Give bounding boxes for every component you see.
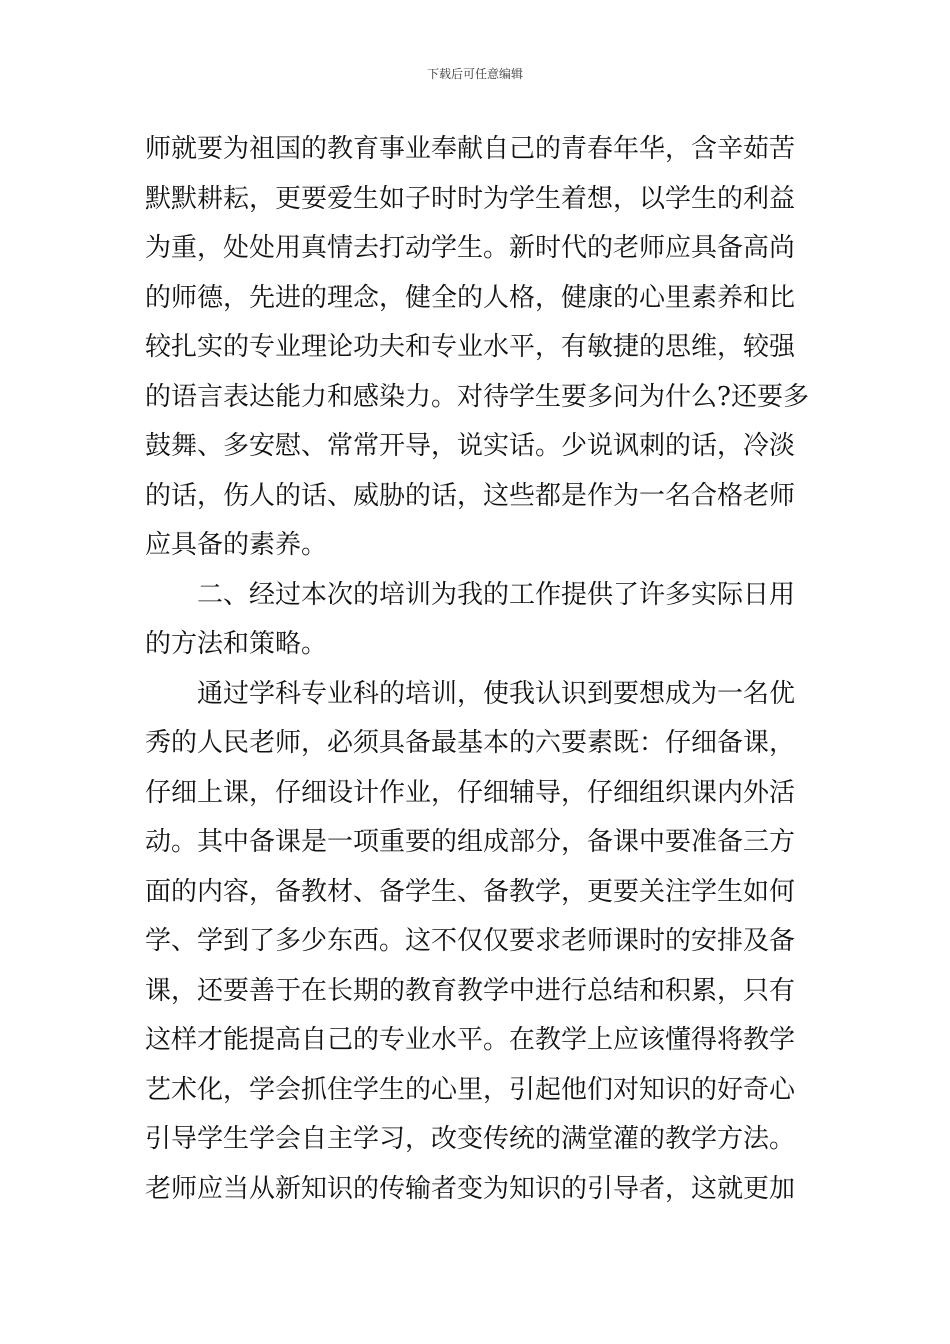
text-line: 艺术化，学会抓住学生的心里，引起他们对知识的好奇心 — [145, 1074, 796, 1105]
text-line: 默默耕耘，更要爱生如子时时为学生着想，以学生的利益 — [145, 183, 796, 214]
text-line: 的师德，先进的理念，健全的人格，健康的心里素养和比 — [145, 282, 796, 313]
section-heading-line: 二、经过本次的培训为我的工作提供了许多实际日用 — [197, 579, 796, 610]
page-header: 下载后可任意编辑 — [426, 67, 523, 81]
paragraph-start-line: 通过学科专业科的培训，使我认识到要想成为一名优 — [197, 678, 796, 709]
text-line: 面的内容，备教材、备学生、备教学，更要关注学生如何 — [145, 876, 796, 907]
text-line: 师就要为祖国的教育事业奉献自己的青春年华，含辛茹苦 — [145, 134, 796, 164]
text-line: 学、学到了多少东西。这不仅仅要求老师课时的安排及备 — [145, 926, 796, 956]
text-line: 较扎实的专业理论功夫和专业水平，有敏捷的思维，较强 — [145, 332, 796, 362]
text-line: 动。其中备课是一项重要的组成部分，备课中要准备三方 — [145, 827, 796, 857]
text-line: 仔细上课，仔细设计作业，仔细辅导，仔细组织课内外活 — [145, 777, 796, 808]
text-line: 鼓舞、多安慰、常常开导，说实话。少说讽刺的话，冷淡 — [145, 431, 796, 461]
text-line: 的语言表达能力和感染力。对待学生要多问为什么?还要多 — [145, 381, 809, 412]
text-line: 老师应当从新知识的传输者变为知识的引导者，这就更加 — [145, 1173, 796, 1204]
text-line: 应具备的素养。 — [145, 530, 328, 560]
text-line: 的方法和策略。 — [145, 629, 328, 659]
text-line: 为重，处处用真情去打动学生。新时代的老师应具备高尚 — [145, 233, 796, 263]
text-line: 引导学生学会自主学习，改变传统的满堂灌的教学方法。 — [145, 1124, 796, 1154]
text-line: 课，还要善于在长期的教育教学中进行总结和积累，只有 — [145, 975, 796, 1006]
document-body — [145, 125, 815, 1214]
text-line: 的话，伤人的话、威胁的话，这些都是作为一名合格老师 — [145, 480, 796, 511]
text-line: 秀的人民老师，必须具备最基本的六要素既：仔细备课， — [145, 728, 796, 758]
text-line: 这样才能提高自己的专业水平。在教学上应该懂得将教学 — [145, 1025, 796, 1055]
